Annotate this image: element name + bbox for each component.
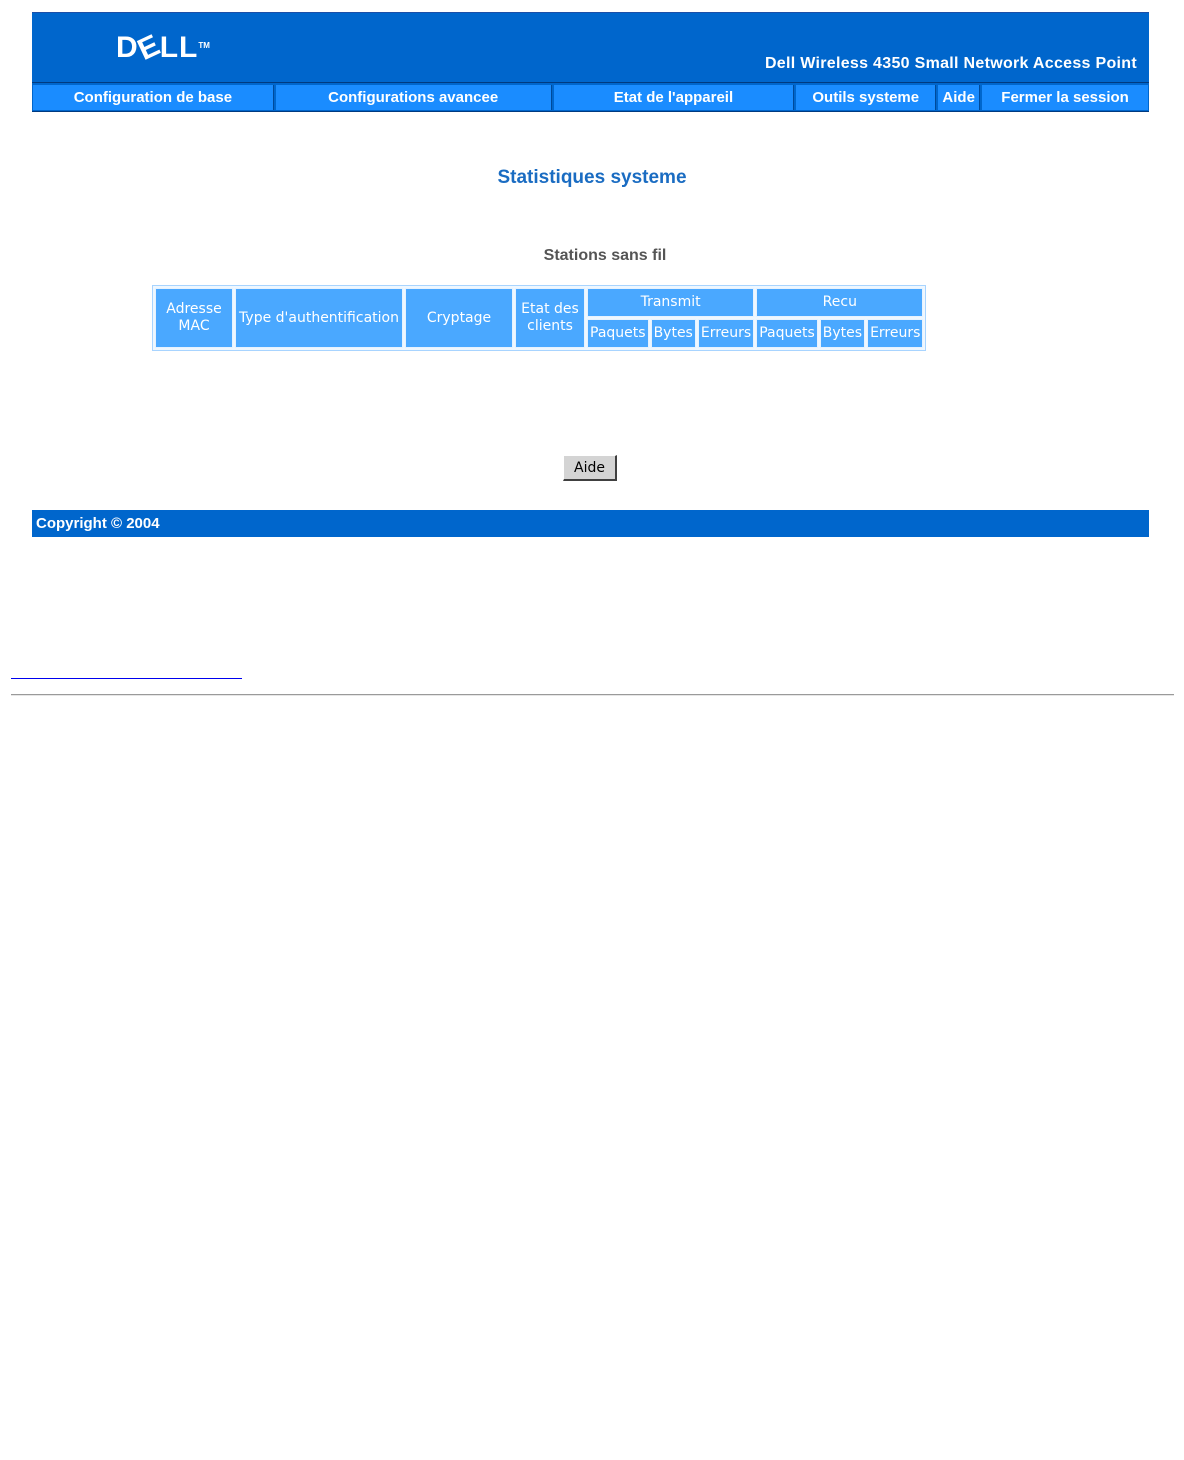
col-header-client-state: Etat des clients <box>515 288 585 348</box>
back-link[interactable] <box>11 660 242 679</box>
col-header-auth-type: Type d'authentification <box>235 288 403 348</box>
header-banner <box>32 12 1149 82</box>
col-header-mac-address: Adresse MAC <box>155 288 233 348</box>
col-header-tx-bytes: Bytes <box>651 319 696 348</box>
col-group-transmit: Transmit <box>587 288 754 317</box>
nav-item-device-status[interactable]: Etat de l'appareil <box>554 85 795 110</box>
col-header-rx-bytes: Bytes <box>820 319 865 348</box>
product-name: Dell Wireless 4350 Small Network Access Point <box>764 55 1137 72</box>
col-header-tx-packets: Paquets <box>587 319 649 348</box>
copyright-text: Copyright © 2004 <box>36 515 160 532</box>
col-group-received: Recu <box>756 288 923 317</box>
nav-item-help[interactable]: Aide <box>938 85 980 110</box>
nav-item-basic-config[interactable]: Configuration de base <box>33 85 274 110</box>
col-header-rx-errors: Erreurs <box>867 319 923 348</box>
nav-item-logout[interactable]: Fermer la session <box>982 85 1148 110</box>
footer-bar <box>32 510 1149 537</box>
nav-item-advanced-config[interactable]: Configurations avancee <box>276 85 552 110</box>
main-nav <box>32 82 1149 112</box>
col-header-encryption: Cryptage <box>405 288 513 348</box>
page-title: Statistiques systeme <box>497 167 687 188</box>
dell-logo: DELL™ <box>116 28 210 67</box>
col-header-tx-errors: Erreurs <box>698 319 754 348</box>
horizontal-rule <box>11 694 1174 696</box>
wireless-stations-table <box>152 285 926 351</box>
section-title: Stations sans fil <box>543 247 667 264</box>
help-button[interactable]: Aide <box>563 455 617 481</box>
app-frame <box>32 12 1149 112</box>
col-header-rx-packets: Paquets <box>756 319 818 348</box>
nav-item-system-tools[interactable]: Outils systeme <box>796 85 936 110</box>
